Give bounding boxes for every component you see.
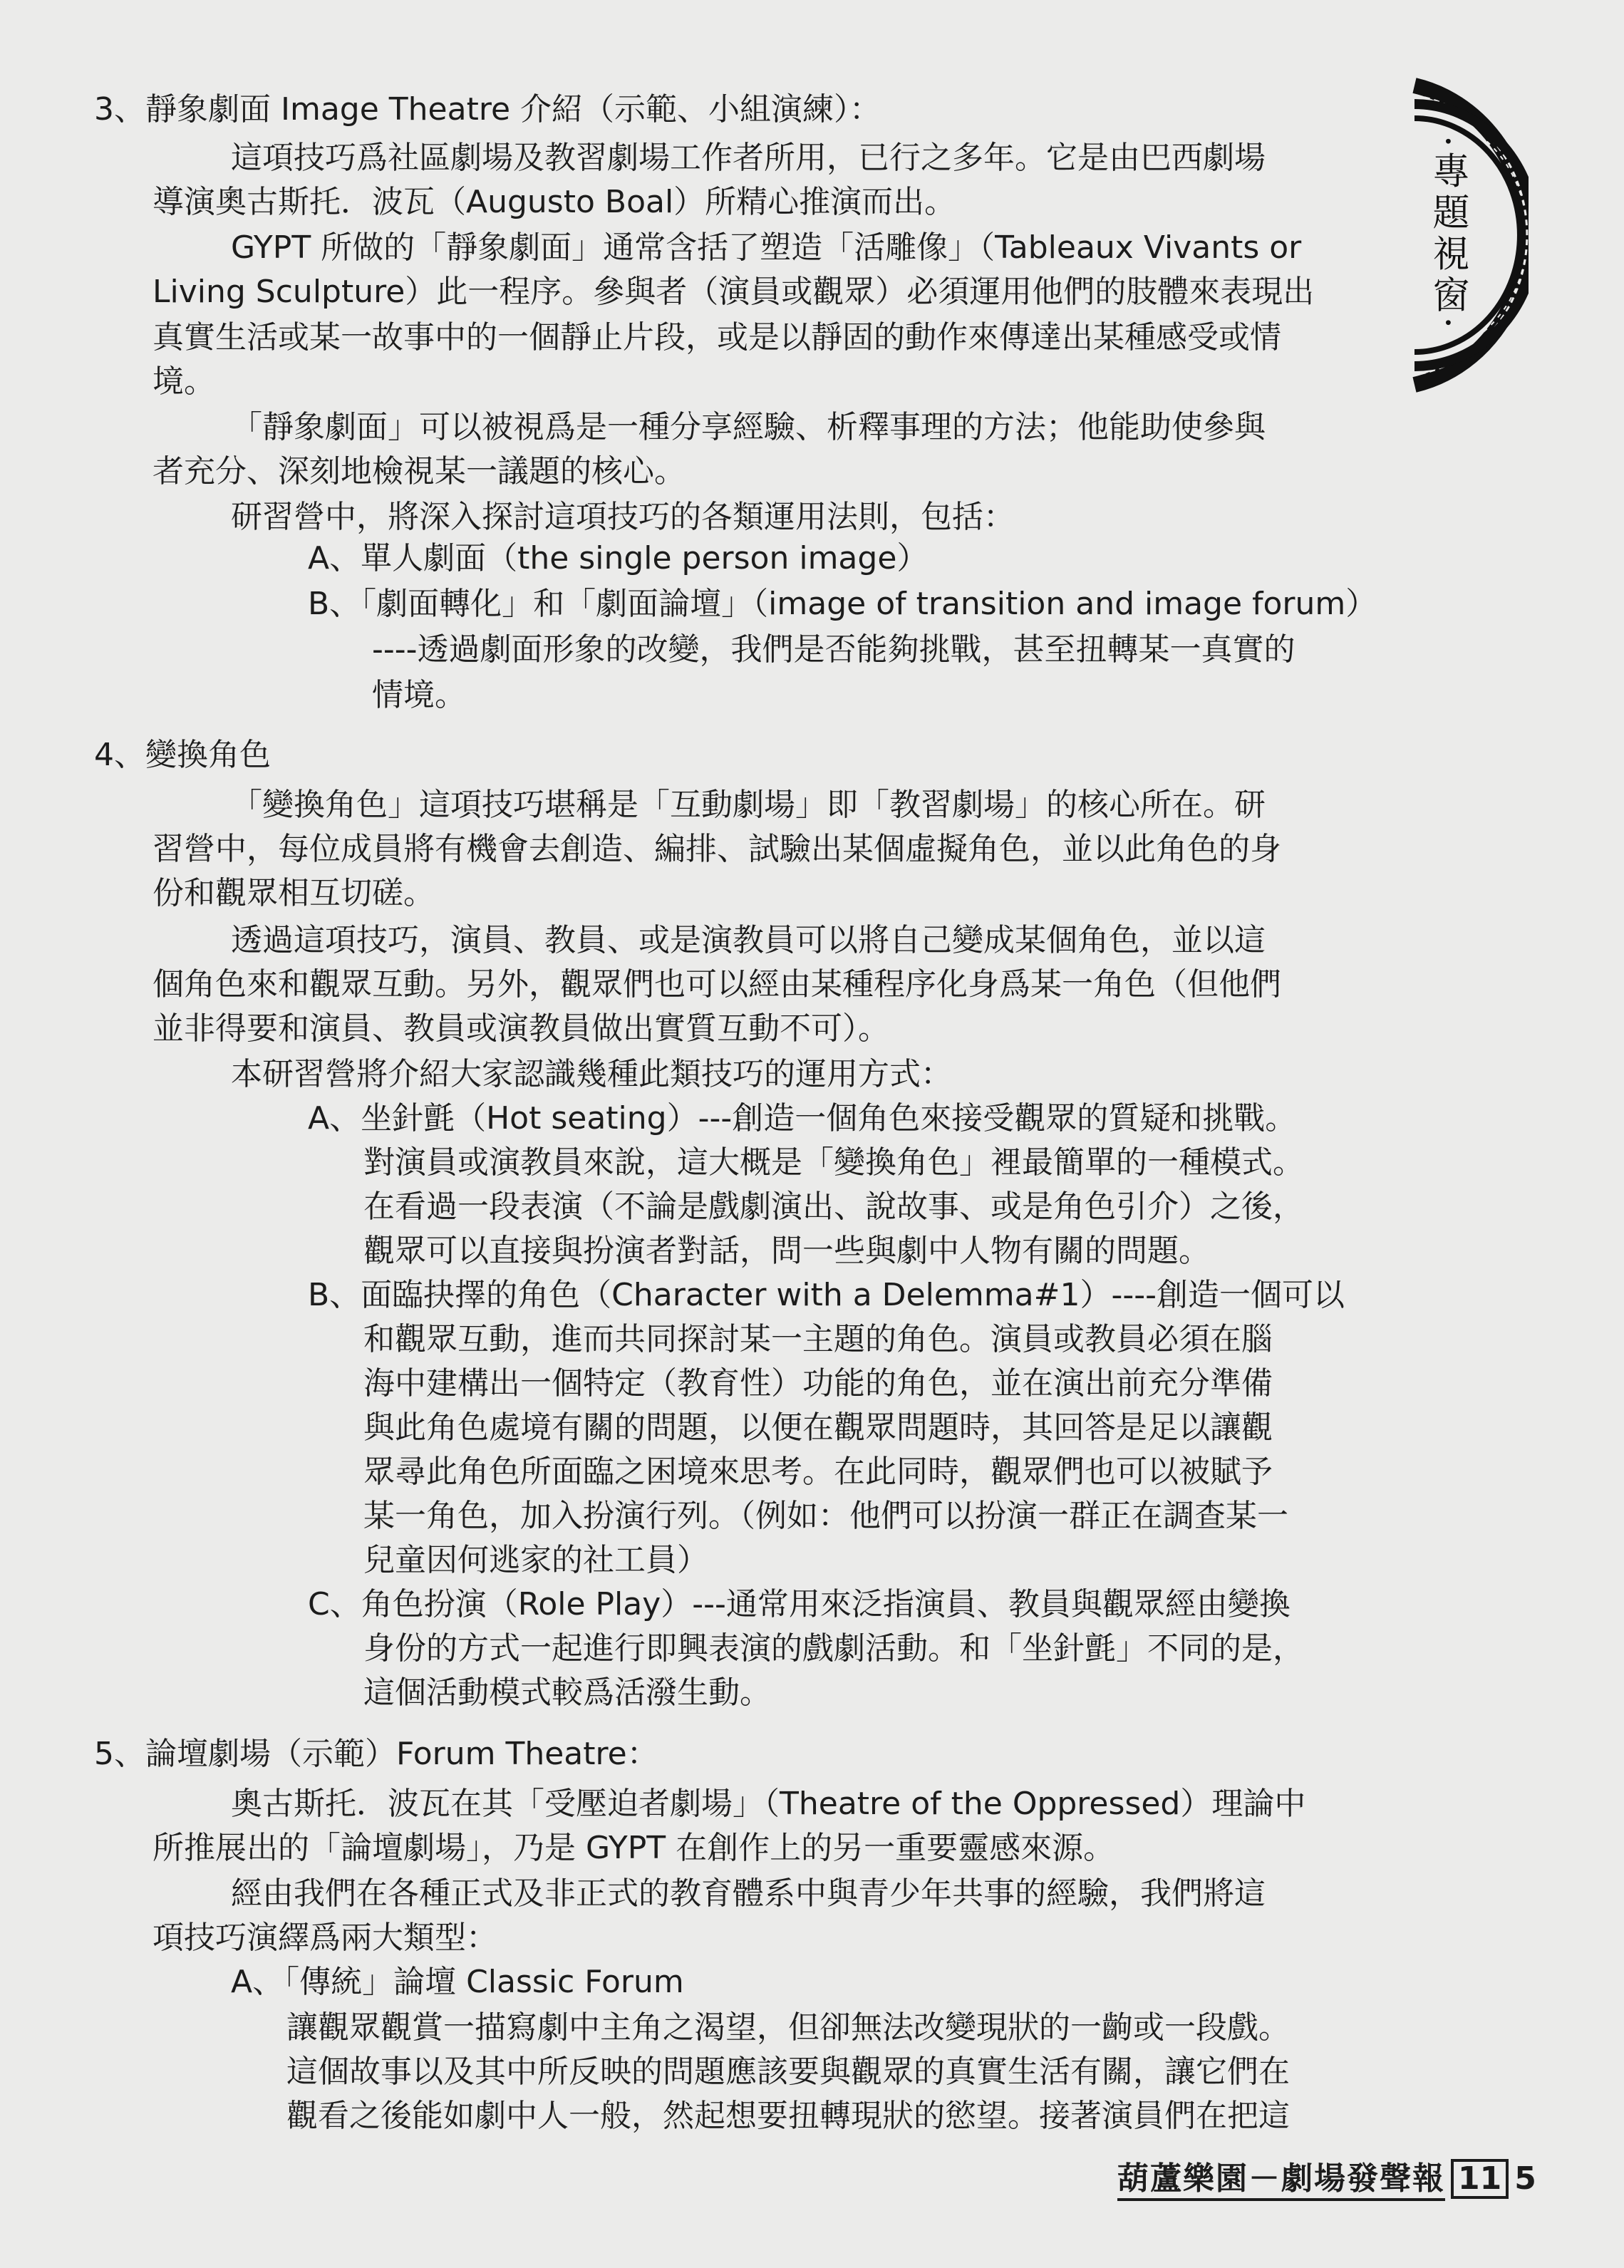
text-line: 在看過一段表演（不論是戲劇演出、說故事、或是角色引介）之後， xyxy=(363,1189,1304,1225)
section-heading: 5、論壇劇場（示範）Forum Theatre： xyxy=(94,1736,658,1772)
publication-title: 葫蘆樂園－劇場發聲報 xyxy=(1117,2160,1445,2201)
text-line: 者充分、深刻地檢視某一議題的核心。 xyxy=(152,453,686,490)
text-line: 身份的方式一起進行即興表演的戲劇活動。和「坐針氈」不同的是， xyxy=(363,1630,1304,1667)
text-line: 眾尋此角色所面臨之困境來思考。在此同時，觀眾們也可以被賦予 xyxy=(363,1454,1273,1490)
page-number: 5 xyxy=(1514,2160,1536,2197)
text-line: 某一角色，加入扮演行列。（例如：他們可以扮演一群正在調查某一 xyxy=(363,1498,1288,1534)
text-line: 經由我們在各種正式及非正式的教育體系中與青少年共事的經驗，我們將這 xyxy=(231,1875,1266,1912)
section-heading: 4、變換角色 xyxy=(94,737,271,773)
text-line: 並非得要和演員、教員或演教員做出實質互動不可）。 xyxy=(152,1010,889,1047)
text-line: 這項技巧爲社區劇場及教習劇場工作者所用，已行之多年。它是由巴西劇場 xyxy=(231,140,1266,176)
text-line: 奧古斯托．波瓦在其「受壓迫者劇場」（Theatre of the Oppressed）理論中 xyxy=(231,1786,1306,1822)
text-line: 本研習營將介紹大家認識幾種此類技巧的運用方式： xyxy=(231,1056,952,1092)
text-line: 份和觀眾相互切磋。 xyxy=(152,875,435,911)
text-line: 情境。 xyxy=(372,677,466,713)
text-line: 和觀眾互動，進而共同探討某一主題的角色。演員或教員必須在腦 xyxy=(363,1321,1273,1357)
text-line: 導演奧古斯托．波瓦（Augusto Boal）所精心推演而出。 xyxy=(152,184,956,220)
text-line: 讓觀眾觀賞一描寫劇中主角之渴望，但卻無法改變現狀的一齣或一段戲。 xyxy=(286,2009,1290,2046)
text-line: 所推展出的「論壇劇場」，乃是 GYPT 在創作上的另一重要靈感來源。 xyxy=(152,1830,1115,1866)
list-item: A、「傳統」論壇 Classic Forum xyxy=(231,1964,684,2000)
text-line: ----透過劇面形象的改變，我們是否能夠挑戰，甚至扭轉某一真實的 xyxy=(372,631,1295,668)
text-line: 這個活動模式較爲活潑生動。 xyxy=(363,1674,771,1711)
text-line: 觀看之後能如劇中人一般，然起想要扭轉現狀的慾望。接著演員們在把這 xyxy=(286,2098,1290,2134)
list-item: A、坐針氈（Hot seating）---創造一個角色來接受觀眾的質疑和挑戰。 xyxy=(308,1100,1297,1136)
section-heading: 3、靜象劇面 Image Theatre 介紹（示範、小組演練）： xyxy=(94,91,881,128)
text-line: 兒童因何逃家的社工員） xyxy=(363,1542,708,1578)
text-line: 與此角色處境有關的問題，以便在觀眾問題時，其回答是足以讓觀 xyxy=(363,1409,1273,1446)
text-line: 習營中，每位成員將有機會去創造、編排、試驗出某個虛擬角色，並以此角色的身 xyxy=(152,831,1281,867)
text-line: 海中建構出一個特定（教育性）功能的角色，並在演出前充分準備 xyxy=(363,1365,1273,1402)
text-line: GYPT 所做的「靜象劇面」通常含括了塑造「活雕像」（Tableaux Vivants or xyxy=(231,229,1302,266)
list-item: B、「劇面轉化」和「劇面論壇」（image of transition and image forum） xyxy=(308,586,1377,622)
text-line: 對演員或演教員來說，這大概是「變換角色」裡最簡單的一種模式。 xyxy=(363,1144,1304,1181)
text-line: 「靜象劇面」可以被視爲是一種分享經驗、析釋事理的方法；他能助使參與 xyxy=(231,409,1266,445)
column-title: ·專題視窗· xyxy=(1426,135,1469,333)
text-line: 境。 xyxy=(152,363,215,400)
list-item: B、面臨抉擇的角色（Character with a Delemma#1）----創造一個可以 xyxy=(308,1277,1345,1313)
text-line: 項技巧演繹爲兩大類型： xyxy=(152,1920,497,1956)
text-line: 這個故事以及其中所反映的問題應該要與觀眾的真實生活有關，讓它們在 xyxy=(286,2054,1290,2090)
text-line: 「變換角色」這項技巧堪稱是「互動劇場」即「教習劇場」的核心所在。研 xyxy=(231,787,1266,823)
text-line: 觀眾可以直接與扮演者對話，問一些與劇中人物有關的問題。 xyxy=(363,1233,1210,1269)
text-line: 個角色來和觀眾互動。另外，觀眾們也可以經由某種程序化身爲某一角色（但他們 xyxy=(152,966,1281,1003)
text-line: 真實生活或某一故事中的一個靜止片段，或是以靜固的動作來傳達出某種感受或情 xyxy=(152,319,1281,356)
text-line: 透過這項技巧，演員、教員、或是演教員可以將自己變成某個角色，並以這 xyxy=(231,922,1266,958)
page-footer xyxy=(1117,2158,1536,2200)
list-item: C、角色扮演（Role Play）---通常用來泛指演員、教員與觀眾經由變換 xyxy=(308,1586,1291,1622)
text-line: Living Sculpture）此一程序。參與者（演員或觀眾）必須運用他們的肢體來表現出 xyxy=(152,274,1315,310)
issue-number: 11 xyxy=(1451,2159,1509,2199)
list-item: A、單人劇面（the single person image） xyxy=(308,540,929,576)
text-line: 研習營中，將深入探討這項技巧的各類運用法則，包括： xyxy=(231,499,1015,535)
